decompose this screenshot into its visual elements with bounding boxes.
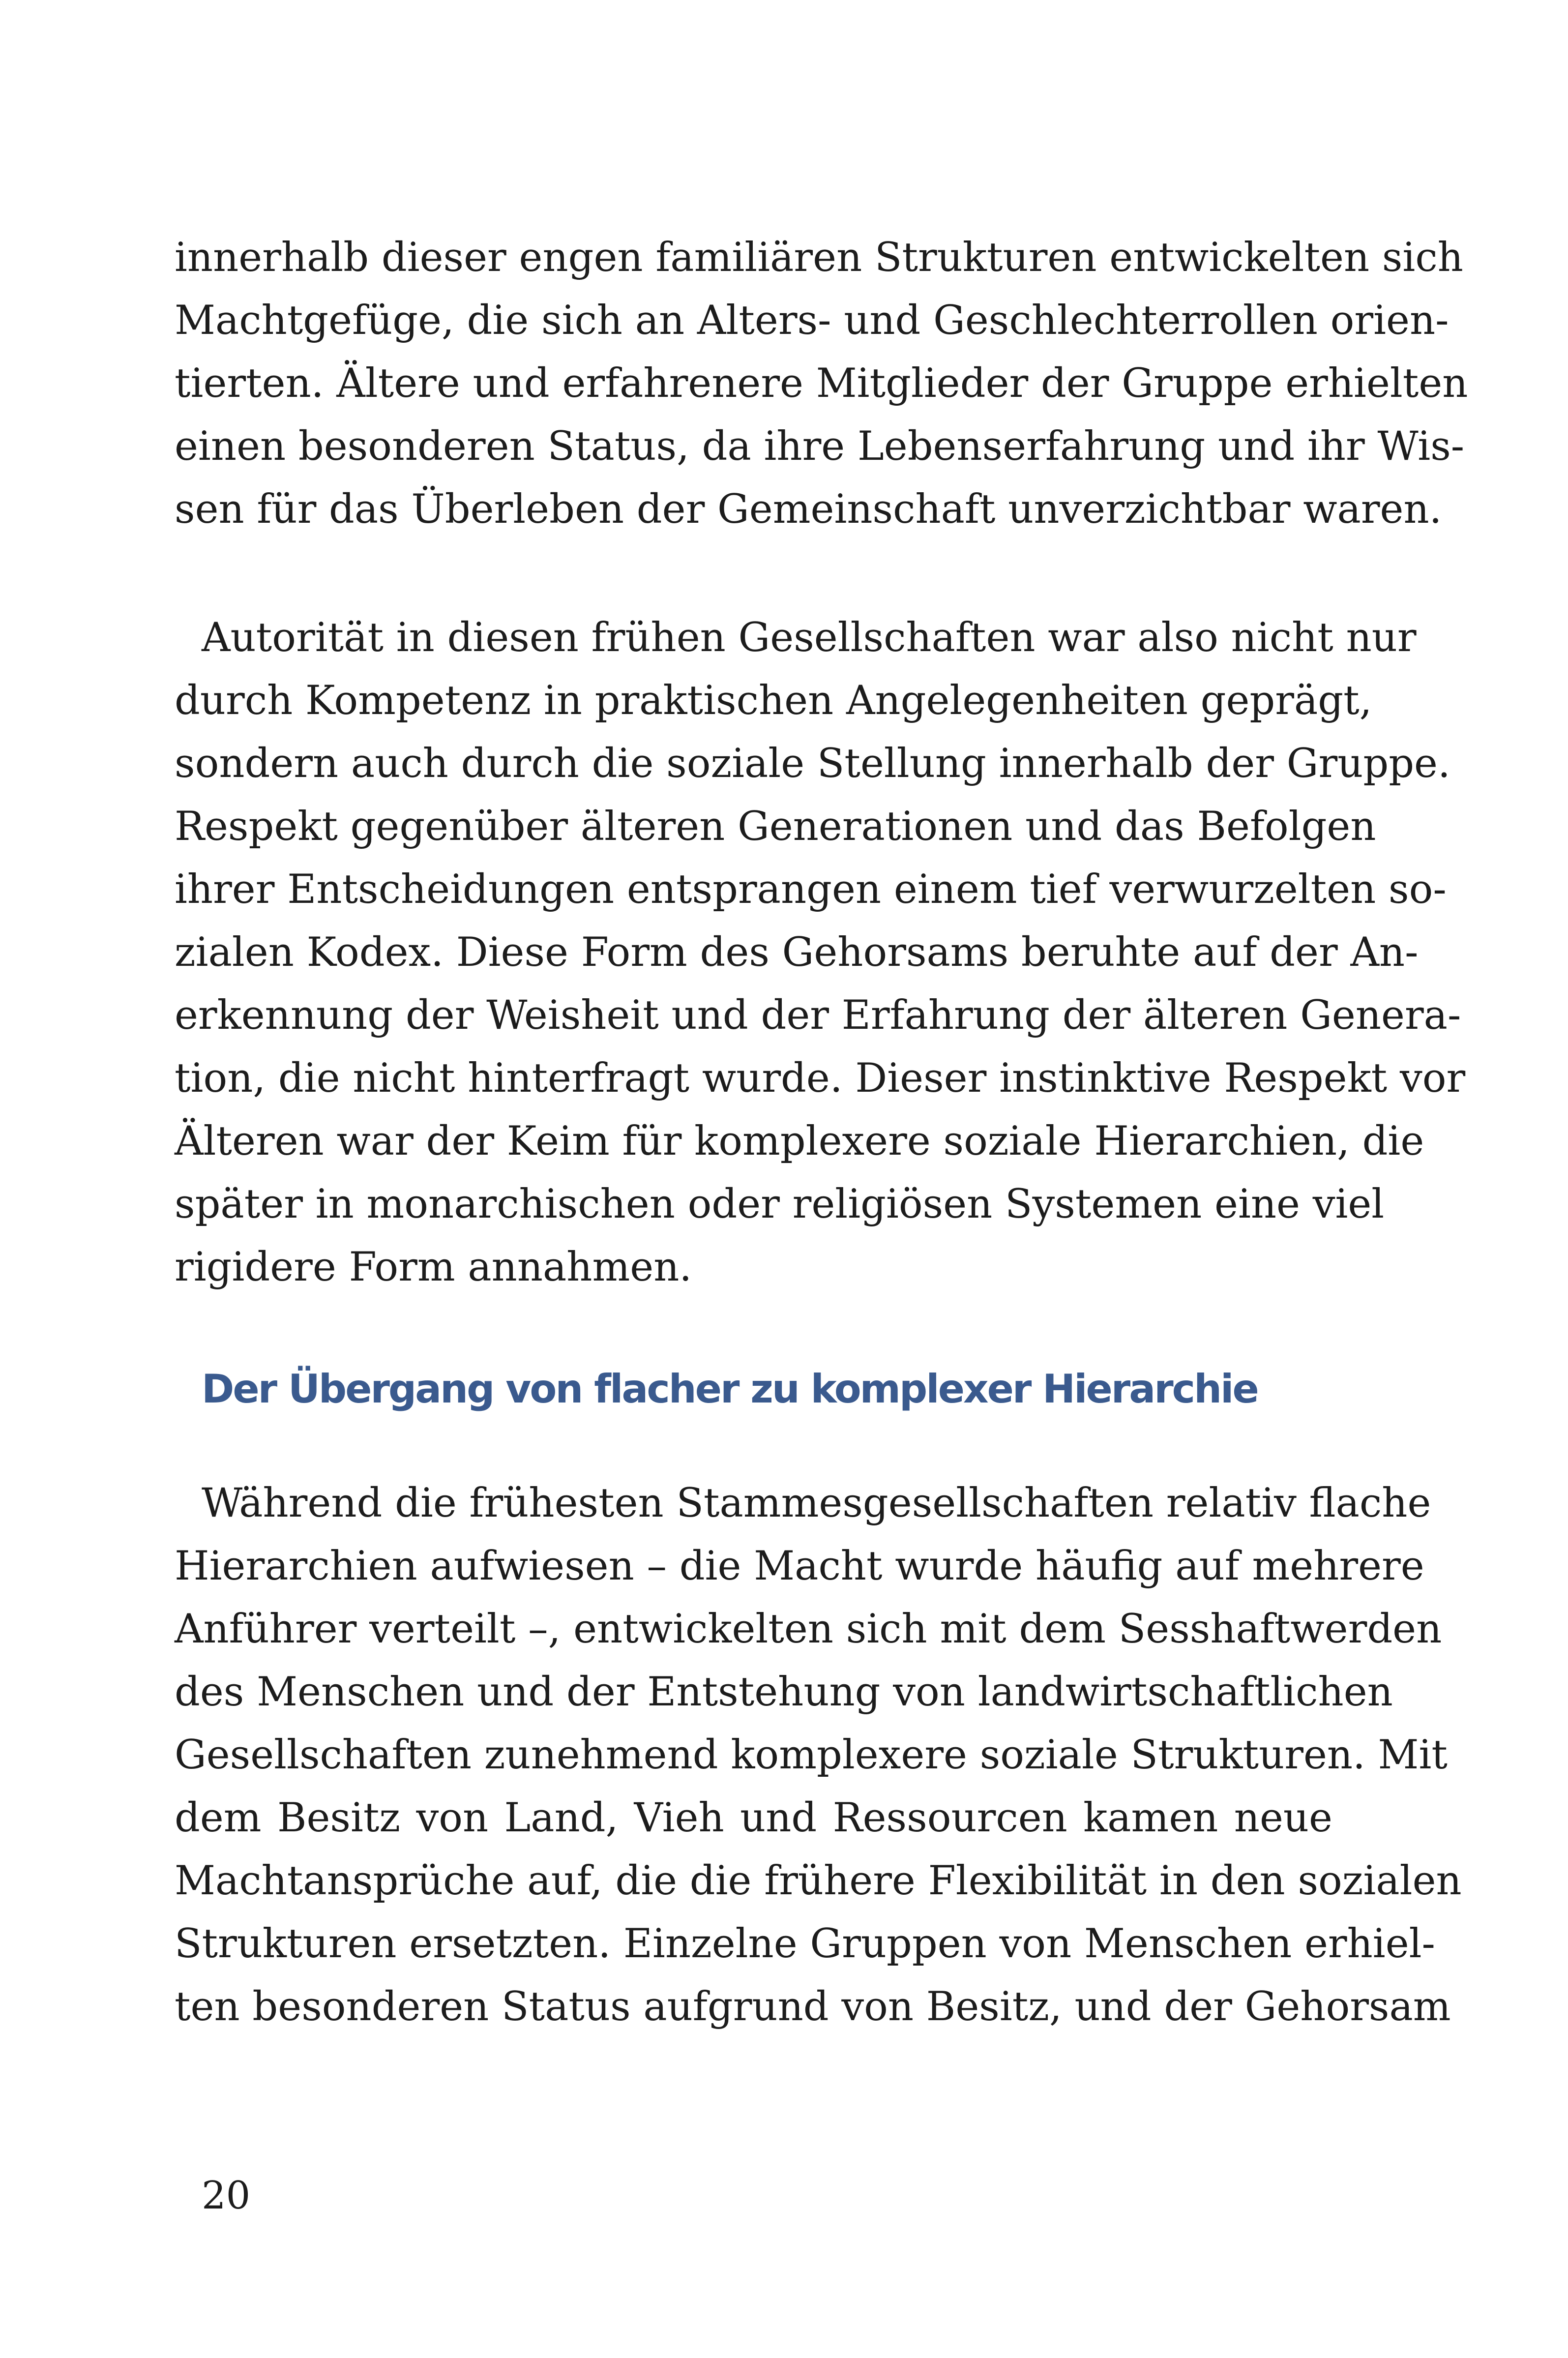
paragraph-line: einen besonderen Status, da ihre Lebenserfahrung und ihr Wis- [175,423,1465,470]
page-number: 20 [202,2174,251,2218]
paragraph-line: Während die frühesten Stammesgesellschaften relativ flache [202,1480,1431,1526]
paragraph-line: Anführer verteilt –, entwickelten sich mit dem Sesshaftwerden [175,1606,1442,1652]
paragraph-line: später in monarchischen oder religiösen Systemen eine viel [175,1181,1385,1227]
paragraph-1 [175,226,1468,541]
paragraph-line: sondern auch durch die soziale Stellung innerhalb der Gruppe. [175,741,1450,787]
paragraph-line: innerhalb dieser engen familiären Strukturen entwickelten sich [175,235,1463,281]
paragraph-line: erkennung der Weisheit und der Erfahrung der älteren Genera- [175,992,1461,1039]
section-heading: Der Übergang von flacher zu komplexer Hierarchie [202,1366,1258,1412]
paragraph-line: Machtgefüge, die sich an Alters- und Geschlechterrollen orien- [175,298,1449,344]
paragraph-line: Respekt gegenüber älteren Generationen und das Befolgen [175,804,1376,850]
paragraph-line: Gesellschaften zunehmend komplexere soziale Strukturen. Mit [175,1732,1448,1778]
paragraph-line: des Menschen und der Entstehung von landwirtschaftlichen [175,1669,1393,1715]
paragraph-line: sen für das Überleben der Gemeinschaft unverzichtbar waren. [175,486,1442,533]
paragraph-line: durch Kompetenz in praktischen Angelegenheiten geprägt, [175,678,1372,724]
paragraph-line: ten besonderen Status aufgrund von Besitz, und der Gehorsam [175,1984,1451,2030]
paragraph-line: ihrer Entscheidungen entsprangen einem tief verwurzelten so- [175,866,1447,913]
paragraph-line: Hierarchien aufwiesen – die Macht wurde häufig auf mehrere [175,1543,1424,1589]
paragraph-line: Strukturen ersetzten. Einzelne Gruppen von Menschen erhiel- [175,1921,1435,1967]
paragraph-line: dem Besitz von Land, Vieh und Ressourcen kamen neue [175,1795,1332,1841]
paragraph-line: zialen Kodex. Diese Form des Gehorsams beruhte auf der An- [175,929,1419,976]
paragraph-line: Älteren war der Keim für komplexere soziale Hierarchien, die [175,1118,1424,1164]
paragraph-3 [175,1472,1462,2038]
paragraph-line: Machtansprüche auf, die die frühere Flexibilität in den sozialen [175,1858,1462,1904]
paragraph-line: Autorität in diesen frühen Gesellschaften war also nicht nur [202,615,1417,661]
paragraph-line: tion, die nicht hinterfragt wurde. Dieser instinktive Respekt vor [175,1055,1466,1102]
paragraph-line: rigidere Form annahmen. [175,1244,692,1290]
paragraph-line: tierten. Ältere und erfahrenere Mitglieder der Gruppe erhielten [175,360,1468,407]
paragraph-2 [175,606,1466,1299]
